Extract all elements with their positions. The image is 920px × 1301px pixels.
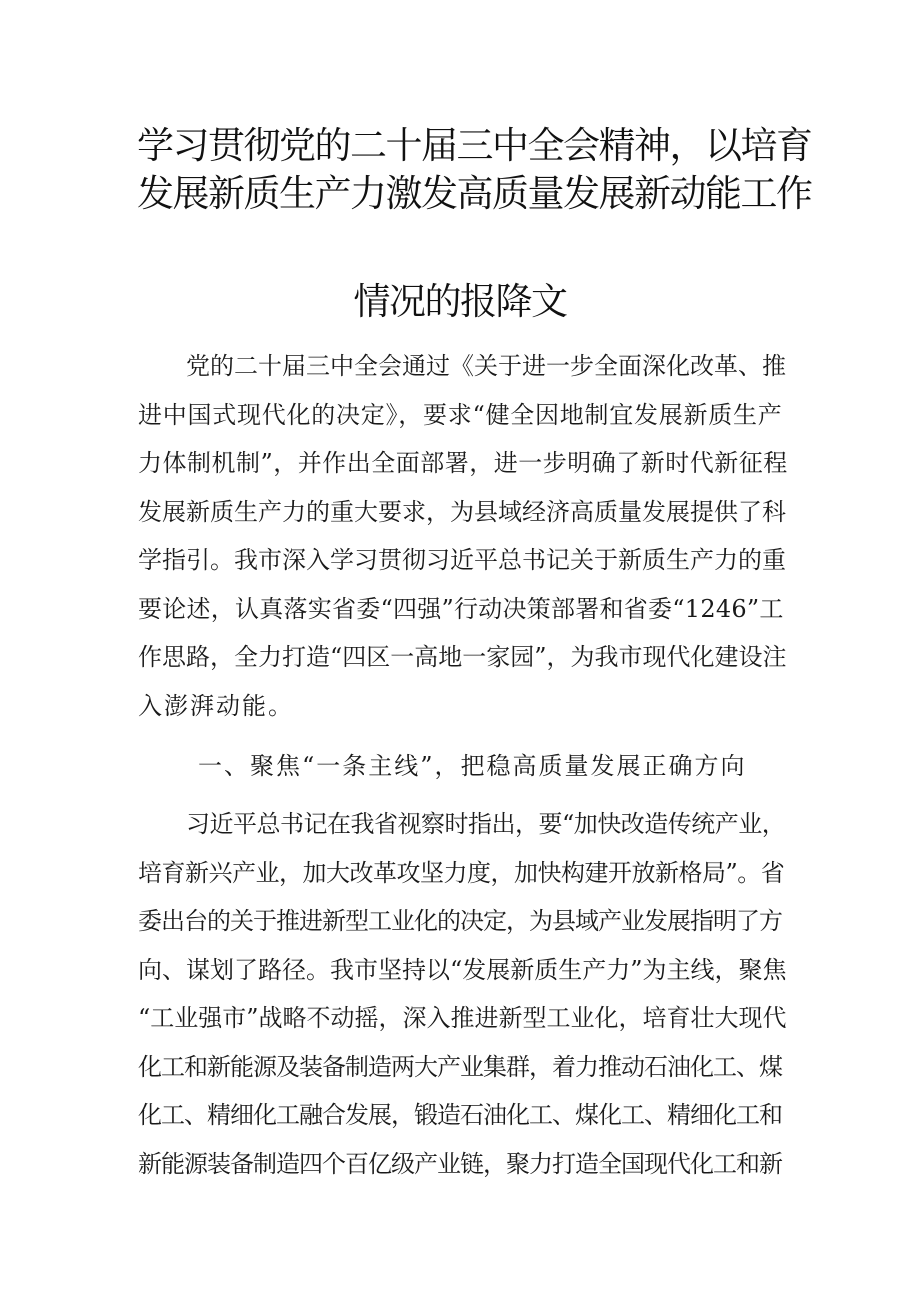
paragraph-2-line: 化工和新能源及装备制造两大产业集群，着力推动石油化工、煤	[138, 1052, 782, 1081]
paragraph-2-line: 习近平总书记在我省视察时指出，要“加快改造传统产业，	[186, 810, 786, 838]
paragraph-1-line: 党的二十届三中全会通过《关于进一步全面深化改革、推	[186, 352, 786, 380]
paragraph-2-line: 委出台的关于推进新型工业化的决定，为县域产业发展指明了方	[138, 907, 782, 935]
document-title-line-1: 学习贯彻党的二十届三中全会精神，以培育	[137, 124, 812, 167]
paragraph-2	[138, 800, 788, 1188]
paragraph-2-line: 培育新兴产业，加大改革攻坚力度，加快构建开放新格局”。省	[138, 858, 785, 887]
document-title-line-2: 发展新质生产力激发高质量发展新动能工作	[137, 172, 812, 215]
paragraph-1-line: 学指引。我市深入学习贯彻习近平总书记关于新质生产力的重	[138, 546, 786, 574]
paragraph-1	[138, 342, 788, 730]
paragraph-1-line: 力体制机制”，并作出全面部署，进一步明确了新时代新征程	[138, 449, 788, 477]
paragraph-1-line: 作思路，全力打造“四区一高地一家园”，为我市现代化建设注	[138, 643, 787, 671]
paragraph-1-line: 发展新质生产力的重大要求，为县域经济高质量发展提供了科	[138, 497, 786, 526]
paragraph-2-line: “工业强市”战略不动摇，深入推进新型工业化，培育壮大现代	[138, 1004, 787, 1032]
paragraph-2-line: 向、谋划了路径。我市坚持以“发展新质生产力”为主线，聚焦	[138, 955, 787, 984]
paragraph-2-line: 新能源装备制造四个百亿级产业链，聚力打造全国现代化工和新	[138, 1149, 782, 1178]
paragraph-1-line: 进中国式现代化的决定》，要求“健全因地制宜发展新质生产	[138, 400, 783, 429]
document-title-line-3: 情况的报降文	[353, 280, 567, 323]
paragraph-1-line: 要论述，认真落实省委“四强”行动决策部署和省委“1246”工	[138, 594, 784, 623]
paragraph-1-line: 入澎湃动能。	[138, 691, 294, 720]
paragraph-2-line: 化工、精细化工融合发展，锻造石油化工、煤化工、精细化工和	[138, 1101, 782, 1129]
section-1-heading: 一、聚焦“一条主线”，把稳高质量发展正确方向	[198, 752, 747, 780]
